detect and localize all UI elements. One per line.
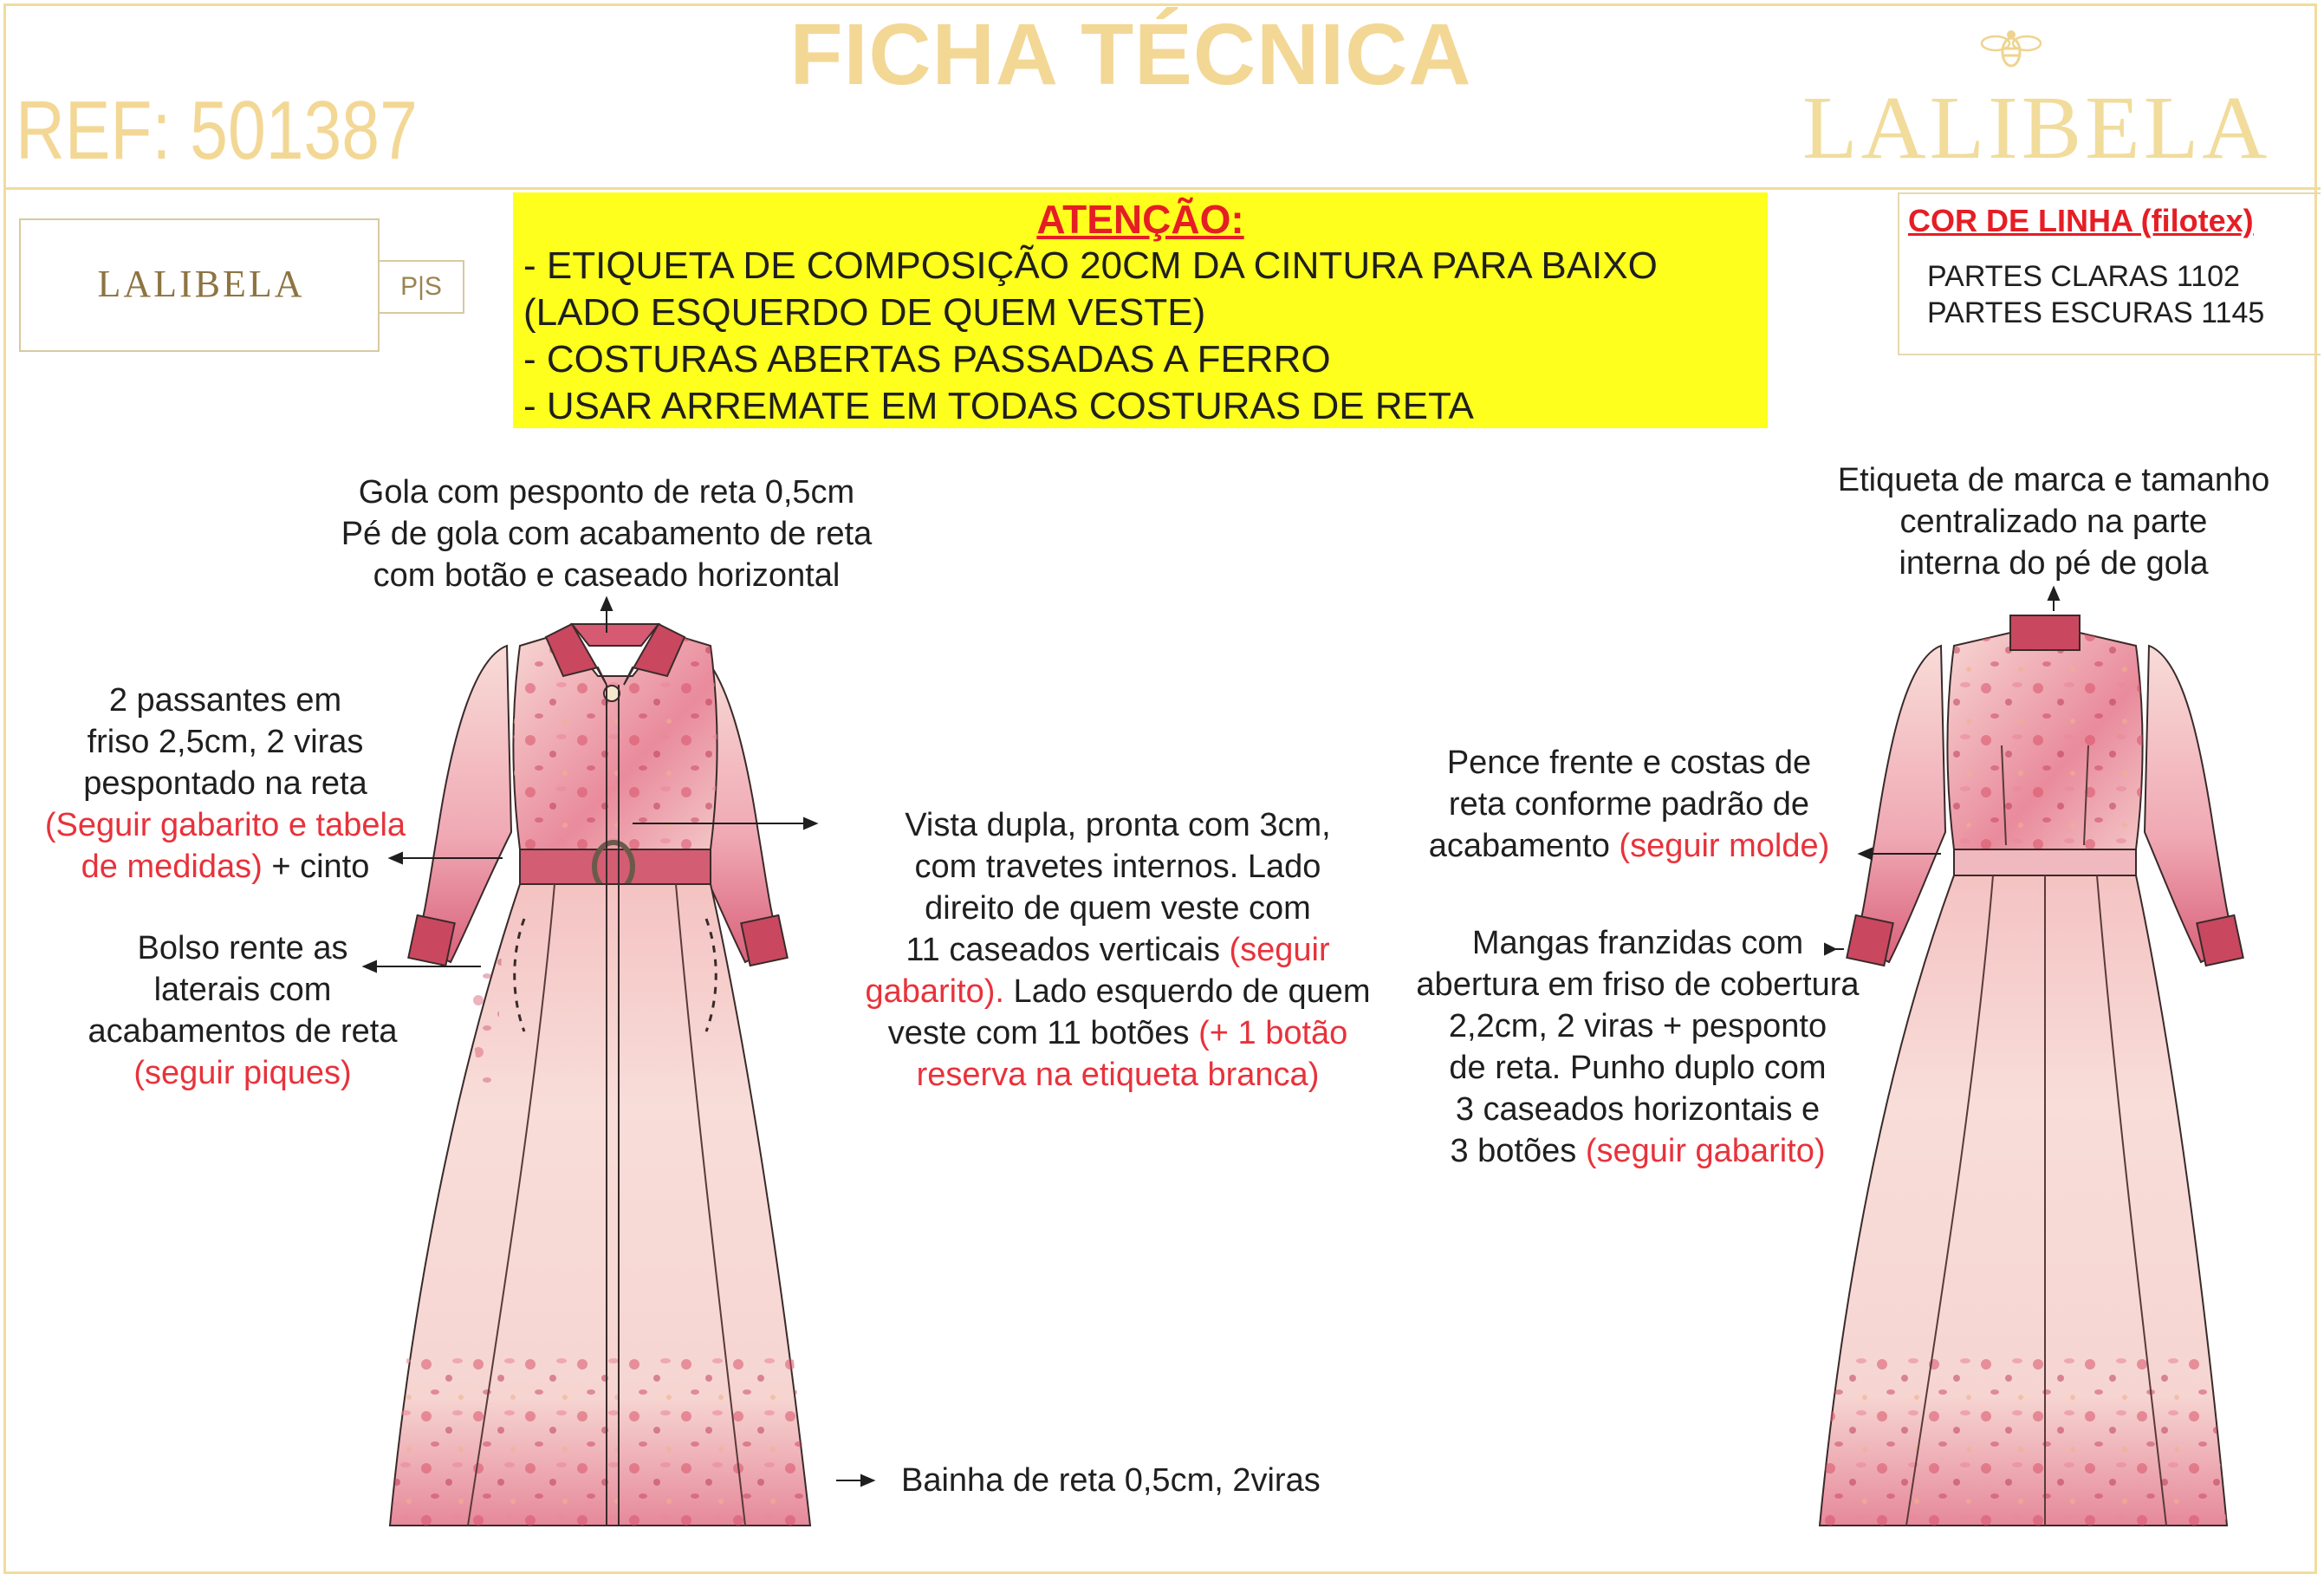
note-line: 2,2cm, 2 viras + pesponto xyxy=(1448,1008,1827,1044)
note-line-red: (seguir molde) xyxy=(1619,828,1830,864)
page-title: FICHA TÉCNICA xyxy=(789,6,1472,103)
note-line: laterais com xyxy=(153,972,332,1008)
passants-note xyxy=(9,680,442,888)
note-line: com botão e caseado horizontal xyxy=(373,557,841,594)
note-line-red: gabarito). xyxy=(865,973,1004,1010)
note-line-red: (seguir xyxy=(1229,932,1330,968)
note-line-red: reserva na etiqueta branca) xyxy=(916,1057,1320,1093)
note-line: direito de quem veste com xyxy=(925,890,1311,927)
note-line: 3 caseados horizontais e xyxy=(1455,1091,1821,1128)
note-line: pespontado na reta xyxy=(83,765,367,802)
note-line: abertura em friso de cobertura xyxy=(1416,966,1860,1003)
note-line-red: (Seguir gabarito e tabela xyxy=(44,807,406,843)
label-brand-text: LALIBELA xyxy=(97,263,305,305)
placket-note xyxy=(763,804,1473,1096)
note-line: Gola com pesponto de reta 0,5cm xyxy=(358,474,855,511)
brand-logo: LALIBELA xyxy=(1802,78,2271,178)
note-line: Mangas franzidas com xyxy=(1471,925,1804,961)
reference-code: REF: 501387 xyxy=(16,84,418,177)
note-line: friso 2,5cm, 2 viras xyxy=(87,724,364,760)
note-line-red: (seguir gabarito) xyxy=(1585,1133,1826,1169)
note-line: centralizado na parte xyxy=(1899,504,2208,540)
note-line: Bolso rente as xyxy=(137,930,348,966)
thread-dark-parts: PARTES ESCURAS 1145 xyxy=(1927,296,2265,329)
note-line: 11 caseados verticais xyxy=(906,932,1230,968)
note-line: com travetes internos. Lado xyxy=(914,849,1321,885)
sleeves-note xyxy=(1369,922,1906,1172)
note-line: 3 botões xyxy=(1450,1133,1586,1169)
note-line-red: de medidas) xyxy=(81,849,263,885)
note-line-red: (+ 1 botão xyxy=(1198,1015,1348,1051)
note-line: + cinto xyxy=(262,849,370,885)
note-line: 2 passantes em xyxy=(108,682,342,719)
note-line: veste com 11 botões xyxy=(887,1015,1199,1051)
back-label-note xyxy=(1794,459,2314,584)
attention-line: - COSTURAS ABERTAS PASSADAS A FERRO xyxy=(523,338,1331,381)
darts-note xyxy=(1378,742,1880,867)
size-label: P|S xyxy=(378,260,464,314)
front-dress-drawing xyxy=(390,624,810,1526)
note-line: Etiqueta de marca e tamanho xyxy=(1837,462,2270,498)
pocket-note xyxy=(35,927,451,1094)
collar-note xyxy=(286,472,927,596)
thread-color-title: COR DE LINHA (filotex) xyxy=(1908,203,2254,238)
note-line: Lado esquerdo de quem xyxy=(1004,973,1371,1010)
note-line: Pence frente e costas de xyxy=(1446,745,1812,781)
note-line: Pé de gola com acabamento de reta xyxy=(341,516,873,552)
thread-light-parts: PARTES CLARAS 1102 xyxy=(1927,260,2240,293)
note-line: reta conforme padrão de xyxy=(1448,786,1810,823)
hem-note: Bainha de reta 0,5cm, 2viras xyxy=(901,1462,1321,1499)
attention-line: - ETIQUETA DE COMPOSIÇÃO 20CM DA CINTURA PARA BAIXO xyxy=(523,244,1658,287)
attention-line: (LADO ESQUERDO DE QUEM VESTE) xyxy=(523,291,1206,334)
attention-title: ATENÇÃO: xyxy=(1036,197,1244,242)
note-line: acabamentos de reta xyxy=(88,1013,398,1050)
note-line: Vista dupla, pronta com 3cm, xyxy=(905,807,1331,843)
note-line: acabamento xyxy=(1428,828,1620,864)
note-line-red: (seguir piques) xyxy=(133,1055,352,1091)
note-line: interna do pé de gola xyxy=(1899,545,2209,582)
attention-line: - USAR ARREMATE EM TODAS COSTURAS DE RETA xyxy=(523,385,1474,427)
note-line: de reta. Punho duplo com xyxy=(1449,1050,1827,1086)
